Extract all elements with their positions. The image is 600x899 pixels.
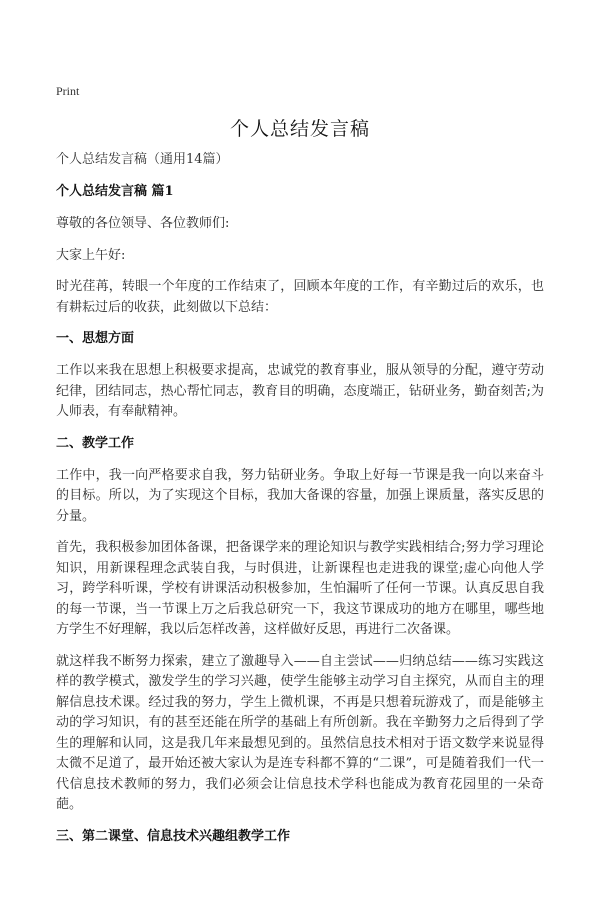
section-heading-teaching: 二、教学工作 bbox=[56, 435, 135, 451]
greeting-paragraph: 尊敬的各位领导、各位教师们: bbox=[56, 216, 230, 231]
section-teaching-paragraph-2: 首先，我积极参加团体备课，把备课学来的理论知识与教学实践相结合;努力学习理论知识，用新课程理念武装自我，与时俱进，让新课程也走进我的课堂;虚心向他人学习，跨学科听课，学校有讲课活动积极参加，生怕漏听了任何一节课。认真反思自我的每一节课，当一节课上万之后我总研究一下，我这节课成功的地方在哪里，哪些地方学生不好理解，我以后怎样改善，这样做好反思，再进行二次备课。 bbox=[56, 540, 544, 637]
document-body bbox=[56, 150, 544, 859]
section-teaching-paragraph-3: 就这样我不断努力探索，建立了激趣导入——自主尝试——归纳总结——练习实践这样的教学模式，激发学生的学习兴趣，使学生能够主动学习自主探究，从而自主的理解信息技术课。经过我的努力，学生上微机课，不再是只想着玩游戏了，而是能够主动的学习知识，有的甚至还能在所学的基础上有所创新。我在辛勤努力之后得到了学生的理解和认同，这是我几年来最想见到的。虽然信息技术相对于语文数学来说显得太微不足道了，最开始还被大家认为是连专科都不算的“二课”，可是随着我们一代一代信息技术教师的努力，我们必须会让信息技术学科也能成为教育花园里的一朵奇葩。 bbox=[56, 653, 544, 812]
section-heading-second-classroom: 三、第二课堂、信息技术兴趣组教学工作 bbox=[56, 828, 291, 844]
print-label[interactable]: Print bbox=[56, 84, 80, 98]
salutation-paragraph: 大家上午好: bbox=[56, 247, 126, 263]
article-heading: 个人总结发言稿 篇1 bbox=[56, 184, 174, 199]
intro-paragraph: 时光荏苒，转眼一个年度的工作结束了，回顾本年度的工作，有辛勤过后的欢乐，也有耕耘过后的收获，此刻做以下总结： bbox=[56, 279, 544, 315]
section-teaching-paragraph-1: 工作中，我一向严格要求自我，努力钻研业务。争取上好每一节课是我一向以来奋斗的目标。所以，为了实现这个目标，我加大备课的容量，加强上课质量，落实反思的分量。 bbox=[56, 467, 544, 524]
page-title: 个人总结发言稿 bbox=[229, 118, 370, 140]
section-heading-thought: 一、思想方面 bbox=[56, 331, 135, 346]
document-subtitle: 个人总结发言稿（通用14篇） bbox=[56, 152, 229, 167]
section-thought-paragraph: 工作以来我在思想上积极要求提高，忠诚党的教育事业，服从领导的分配，遵守劳动纪律，团结同志，热心帮忙同志，教育目的明确，态度端正，钻研业务，勤奋刻苦;为人师表，有奉献精神。 bbox=[56, 363, 544, 419]
